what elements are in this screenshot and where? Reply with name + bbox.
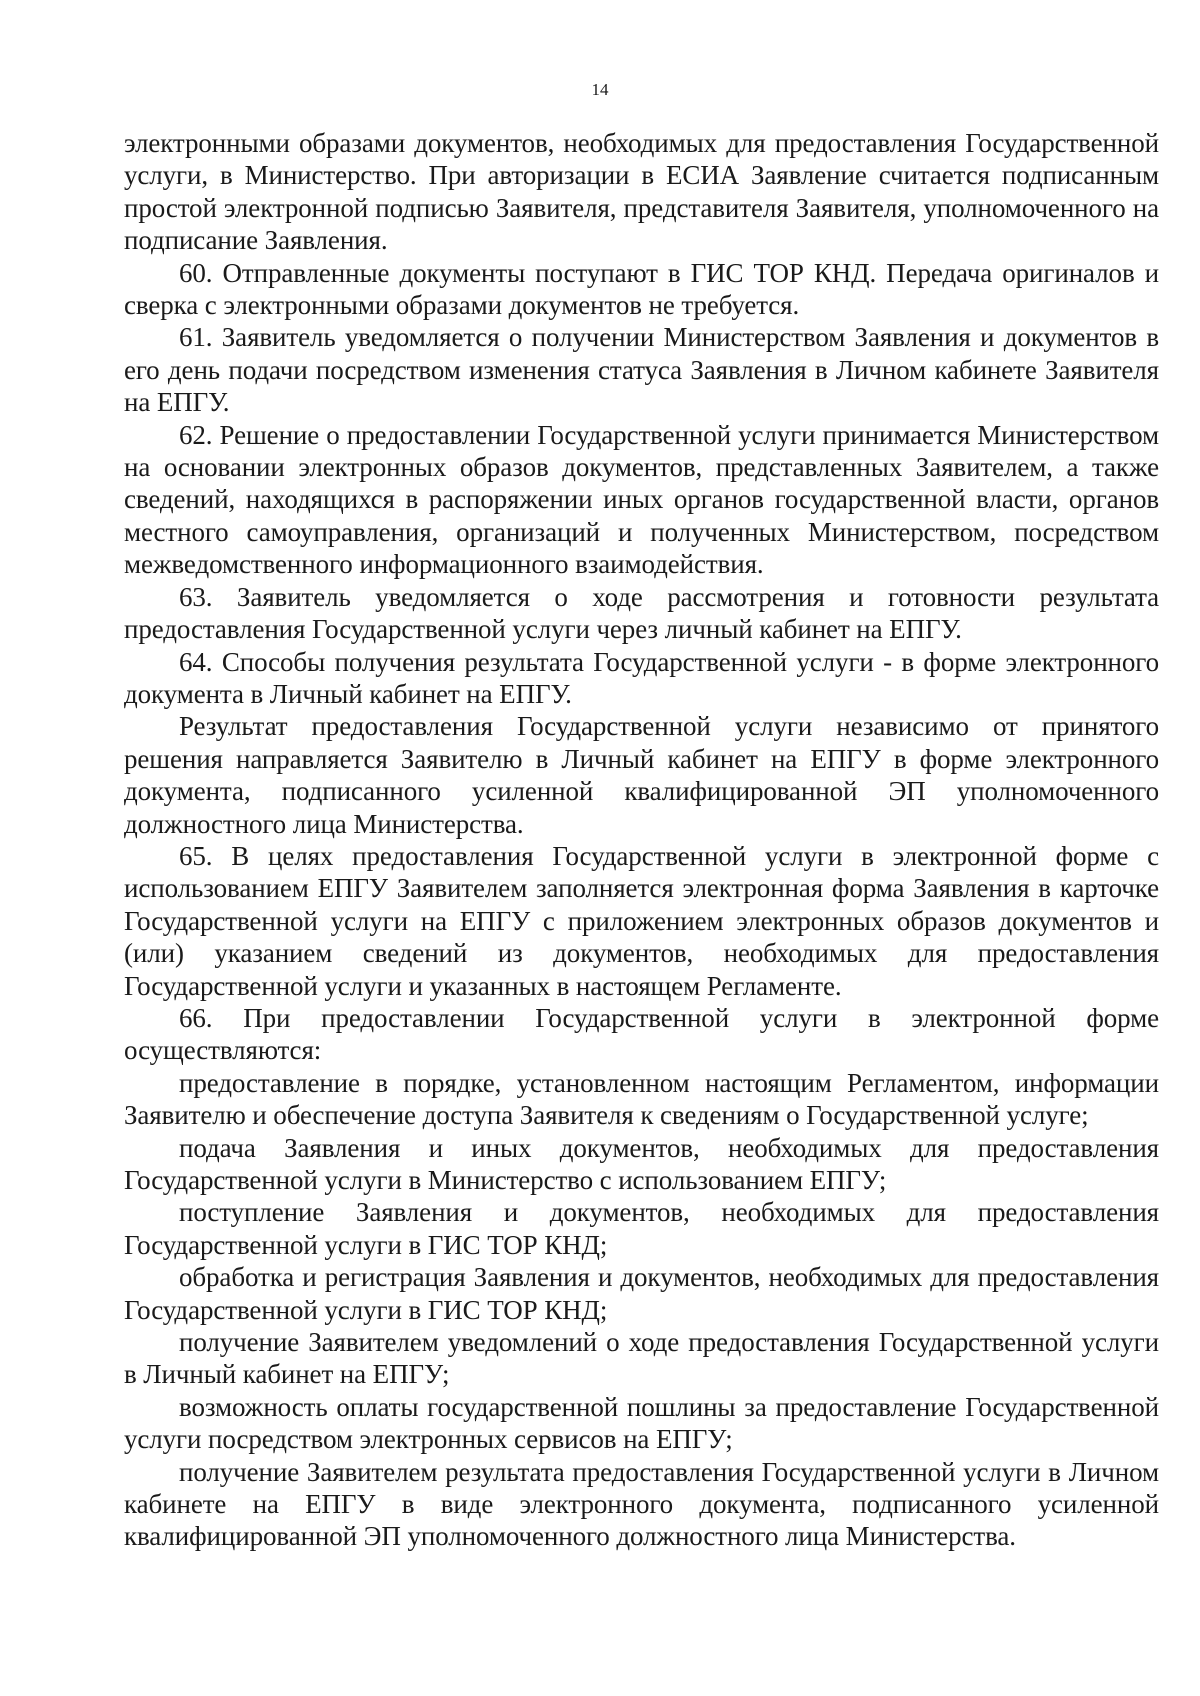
paragraph-63: 63. Заявитель уведомляется о ходе рассмотрения и готовности результата предоставления Государственной услуги через личный кабинет на ЕПГУ. xyxy=(124,581,1159,645)
paragraph-65: 65. В целях предоставления Государственной услуги в электронной форме с использованием ЕПГУ Заявителем заполняется электронная форма Заявления в карточке Государственной услуги на ЕПГУ с приложением электронных образов документов и (или) указанием сведений из документов, необходимых для предоставления Государственной услуги и указанных в настоящем Регламенте. xyxy=(124,840,1159,1001)
list-item-notifications: получение Заявителем уведомлений о ходе предоставления Государственной услуги в Личный кабинет на ЕПГУ; xyxy=(124,1327,1159,1390)
document-body xyxy=(124,127,1159,1553)
paragraph-66: 66. При предоставлении Государственной услуги в электронной форме осуществляются: xyxy=(124,1002,1159,1066)
paragraph-60: 60. Отправленные документы поступают в ГИС ТОР КНД. Передача оригиналов и сверка с электронными образами документов не требуется. xyxy=(124,257,1159,321)
list-item-result: получение Заявителем результата предоставления Государственной услуги в Личном кабинете на ЕПГУ в виде электронного документа, подписанного усиленной квалифицированной ЭП уполномоченного должностного лица Министерства. xyxy=(124,1456,1159,1552)
paragraph-64-result: Результат предоставления Государственной услуги независимо от принятого решения направляется Заявителю в Личный кабинет на ЕПГУ в форме электронного документа, подписанного усиленной квалифицированной ЭП уполномоченного должностного лица Министерства. xyxy=(124,711,1159,839)
paragraph-62: 62. Решение о предоставлении Государственной услуги принимается Министерством на основании электронных образов документов, представленных Заявителем, а также сведений, находящихся в распоряжении иных органов государственной власти, органов местного самоуправления, организаций и полученных Министерством, посредством межведомственного информационного взаимодействия. xyxy=(124,419,1159,580)
list-item-processing: обработка и регистрация Заявления и документов, необходимых для предоставления Государственной услуги в ГИС ТОР КНД; xyxy=(124,1262,1159,1325)
page-number: 14 xyxy=(591,80,609,99)
list-item-information: предоставление в порядке, установленном настоящим Регламентом, информации Заявителю и обеспечение доступа Заявителя к сведениям о Государственной услуге; xyxy=(124,1067,1159,1131)
list-item-payment: возможность оплаты государственной пошлины за предоставление Государственной услуги посредством электронных сервисов на ЕПГУ; xyxy=(124,1391,1159,1455)
list-item-receipt: поступление Заявления и документов, необходимых для предоставления Государственной услуги в ГИС ТОР КНД; xyxy=(124,1197,1159,1260)
paragraph-continuation: электронными образами документов, необходимых для предоставления Государственной услуги, в Министерство. При авторизации в ЕСИА Заявление считается подписанным простой электронной подписью Заявителя, представителя Заявителя, уполномоченного на подписание Заявления. xyxy=(124,128,1159,256)
list-item-submission: подача Заявления и иных документов, необходимых для предоставления Государственной услуги в Министерство с использованием ЕПГУ; xyxy=(124,1132,1159,1195)
paragraph-61: 61. Заявитель уведомляется о получении Министерством Заявления и документов в его день подачи посредством изменения статуса Заявления в Личном кабинете Заявителя на ЕПГУ. xyxy=(124,322,1159,418)
paragraph-64: 64. Способы получения результата Государственной услуги - в форме электронного документа в Личный кабинет на ЕПГУ. xyxy=(124,646,1159,709)
